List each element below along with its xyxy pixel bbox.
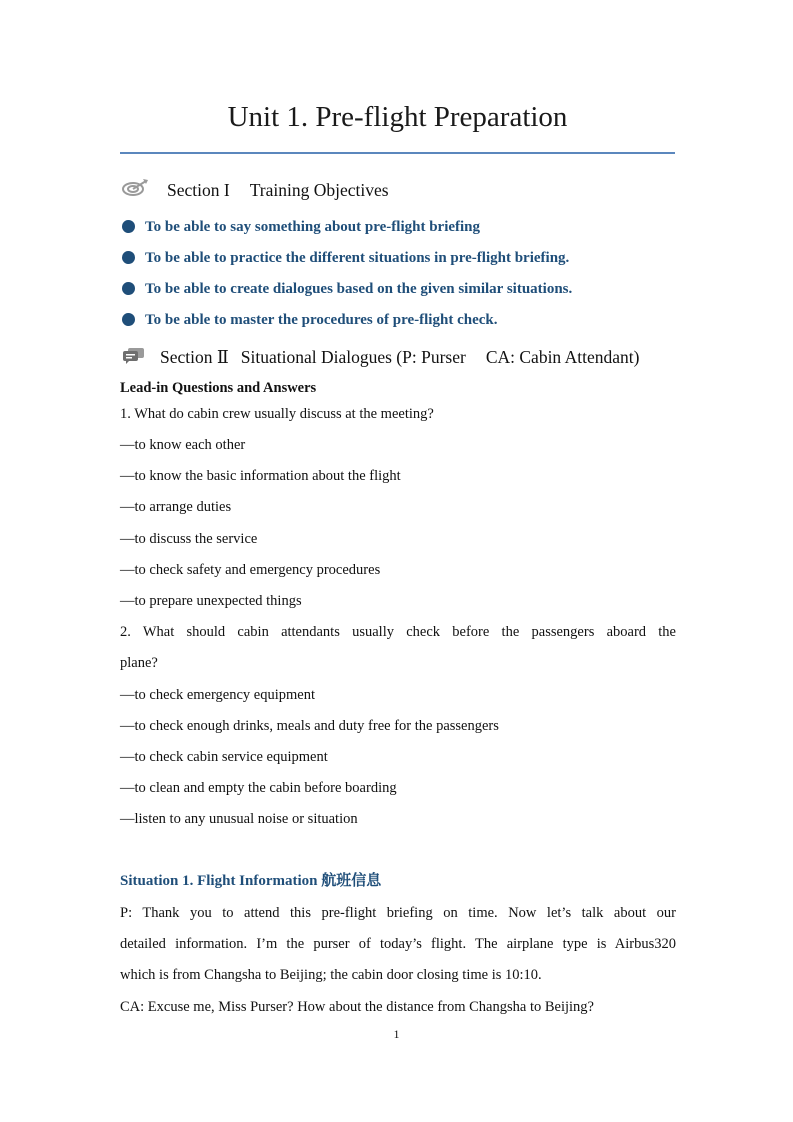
bullet-dot-icon xyxy=(122,251,135,264)
section-2-number: Section Ⅱ xyxy=(160,347,229,367)
section-2-title-part2: CA: Cabin Attendant) xyxy=(485,347,640,367)
answer-item: —to clean and empty the cabin before boarding xyxy=(120,780,397,796)
bullet-dot-icon xyxy=(122,313,135,326)
answer-item: —to check safety and emergency procedures xyxy=(120,562,381,578)
objective-item: To be able to practice the different situations in pre-flight briefing. xyxy=(120,247,680,269)
question-2-continued: plane? xyxy=(120,655,158,671)
answer-item: —to arrange duties xyxy=(120,499,232,515)
page-title: Unit 1. Pre-flight Preparation xyxy=(227,101,568,133)
answer-item: —to check cabin service equipment xyxy=(120,749,328,765)
page-number: 1 xyxy=(393,1027,400,1041)
answer-item: —to discuss the service xyxy=(120,531,258,547)
section-1-heading xyxy=(167,178,389,202)
question-1: 1. What do cabin crew usually discuss at the meeting? xyxy=(120,406,434,422)
section-2-heading xyxy=(160,345,639,369)
dialogue-line: CA: Excuse me, Miss Purser? How about the distance from Changsha to Beijing? xyxy=(120,999,594,1015)
dialogue-line: detailed information. I’m the purser of today’s flight. The airplane type is Airbus320 xyxy=(120,936,676,952)
situation-1-heading: Situation 1. Flight Information 航班信息 xyxy=(120,873,382,889)
objective-item: To be able to say something about pre-flight briefing xyxy=(120,216,680,238)
section-1-number: Section I xyxy=(167,180,230,200)
objective-item: To be able to create dialogues based on the given similar situations. xyxy=(120,278,680,300)
answer-item: —to prepare unexpected things xyxy=(120,593,302,609)
target-icon xyxy=(121,179,149,197)
title-divider xyxy=(120,152,675,154)
dialogue-line: P: Thank you to attend this pre-flight briefing on time. Now let’s talk about our xyxy=(120,905,676,921)
chat-bubble-icon xyxy=(123,348,145,364)
answer-item: —to know each other xyxy=(120,437,246,453)
bullet-dot-icon xyxy=(122,220,135,233)
section-1-title: Training Objectives xyxy=(249,180,389,200)
answer-item: —to know the basic information about the flight xyxy=(120,468,401,484)
answer-item: —listen to any unusual noise or situation xyxy=(120,811,358,827)
dialogue-line: which is from Changsha to Beijing; the cabin door closing time is 10:10. xyxy=(120,967,542,983)
bullet-dot-icon xyxy=(122,282,135,295)
question-2: 2. What should cabin attendants usually check before the passengers aboard the xyxy=(120,624,676,640)
objective-item: To be able to master the procedures of pre-flight check. xyxy=(120,309,680,331)
answer-item: —to check emergency equipment xyxy=(120,687,316,703)
section-2-title: Situational Dialogues (P: Purser xyxy=(240,347,466,367)
leadin-heading: Lead-in Questions and Answers xyxy=(120,380,317,396)
answer-item: —to check enough drinks, meals and duty free for the passengers xyxy=(120,718,499,734)
